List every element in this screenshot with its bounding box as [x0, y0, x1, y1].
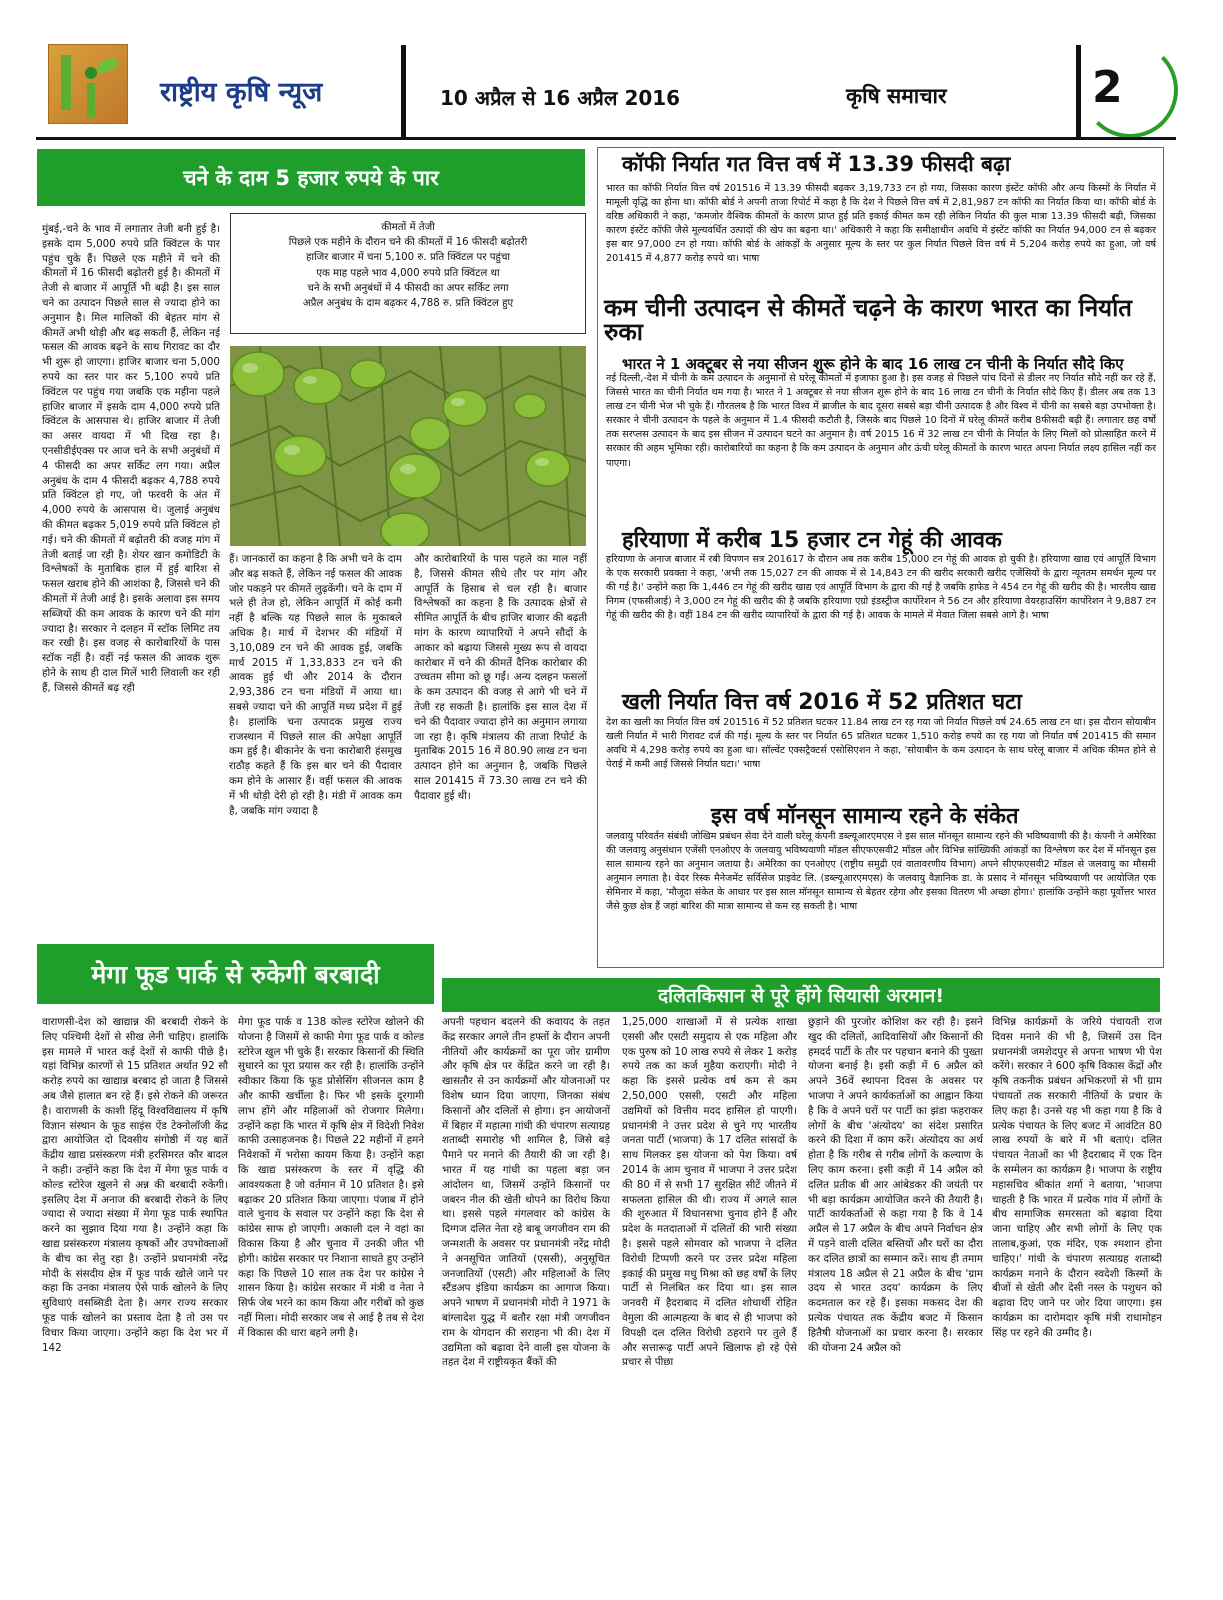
masthead-title: राष्ट्रीय कृषि न्यूज: [160, 77, 323, 108]
oilcake-body: देश का खली का निर्यात वित्त वर्ष 201516 में 52 प्रतिशत घटकर 11.84 लाख टन रह गया जो निर्यात पिछले वर्ष 24.65 लाख टन था। इस दौरान सोयाबीन खली निर्यात में भारी गिरावट दर्ज की गई। मूल्य के स्तर पर निर्यात 65 प्रतिशत घटकर 1,510 करोड़ रुपये का रह गया जो निर्यात वर्ष 201415 की समान अवधि में 4,298 करोड़ रुपये का हुआ था। सॉल्वेंट एक्सट्रैक्टर्स एसोसिएशन ने कहा, 'सोयाबीन के कम उत्पादन के साथ घरेलू बाजार में अधिक कीमत होने से पेराई में कमी आई जिससे निर्यात घटा।' भाषा: [606, 717, 1156, 771]
monsoon-headline: इस वर्ष मॉनसून सामान्य रहने के संकेत: [711, 804, 1019, 829]
mega-column-1: वाराणसी-देश को खाद्यान्न की बरबादी रोकने के लिए पश्चिमी देशों से सीख लेनी चाहिए। हालांकि इस मामले में भारत कई देशों से काफी पीछे है। यहां विभिन्न कारणों से 15 प्रतिशत अर्थात 92 सौ करोड़ रुपये का खाद्यान्न बरबाद हो जाता है जिससे अब जैसे हालात बन रहे हैं। इसे रोकने की जरूरत है। वाराणसी के काशी हिंदू विश्वविद्यालय में कृषि विज्ञान संस्थान के फूड साइंस ऐंड टेक्नोलॉजी केंद्र द्वारा आयोजित दो दिवसीय संगोष्ठी में यह बातें केंद्रीय खाद्य प्रसंस्करण मंत्री हरसिमरत कौर बादल ने कही। उन्होंने कहा कि देश में मेगा फूड पार्क व कोल्ड स्टोरेज खुलने से अन्न की बरबादी रुकेगी। इसलिए देश में अनाज की बरबादी रोकने के लिए ज्यादा से ज्यादा संख्या में मेगा फूड पार्क स्थापित करने का सुझाव दिया गया है। उन्होंने कहा कि खाद्य प्रसंस्करण मंत्रालय कृषकों और उपभोक्ताओं के बीच का सेतु रहा है। उन्होंने प्रधानमंत्री नरेंद्र मोदी के संसदीय क्षेत्र में फूड पार्क खोले जाने पर कहा कि उनका मंत्रालय ऐसे पार्क खोलने के लिए सुविधाएं वसब्सिडी देता है। अगर राज्य सरकार फूड पार्क खोलने का प्रस्ताव देता है तो उस पर विचार किया जाएगा। उन्होंने कहा कि देश भर में 142: [42, 1016, 228, 1354]
sugar-headline: कम चीनी उत्पादन से कीमतें चढ़ने के कारण भारत का निर्यात रुका: [604, 294, 1132, 346]
coffee-headline: कॉफी निर्यात गत वित्त वर्ष में 13.39 फीसदी बढ़ा: [622, 152, 1011, 176]
highlight-line: पिछले एक महीने के दौरान चने की कीमतों में 16 फीसदी बढ़ोतरी: [288, 237, 528, 249]
newspaper-logo: [48, 44, 128, 124]
header-divider: [1076, 45, 1081, 137]
wheat-headline: हरियाणा में करीब 15 हजार टन गेहूं की आवक: [622, 528, 1002, 553]
wheat-body: हरियाणा के अनाज बाजार में रबी विपणन सत्र 201617 के दौरान अब तक करीब 15,000 टन गेहूं की आवक हो चुकी है। हरियाणा खाद्य एवं आपूर्ति विभाग के एक सरकारी प्रवक्ता ने कहा, 'अभी तक 15,027 टन की आवक में से 14,843 टन की खरीद सरकारी खरीद एजेंसियों के द्वारा न्यूनतम समर्थन मूल्य पर की गई है।' उन्होंने कहा कि 1,446 टन गेहूं की खरीद खाद्य एवं आपूर्ति विभाग के द्वारा की गई है जबकि हाफेड ने 454 टन गेहूं की खरीद की है। भारतीय खाद्य निगम (एफसीआई) ने 3,000 टन गेहूं की खरीद की है जबकि हरियाणा एग्रो इंडस्ट्रीज कार्पोरेशन ने 56 टन और हरियाणा वेयरहाउसिंग कार्पोरेशन ने 9,887 टन गेहूं की खरीद की है। वहीं 184 टन की खरीद व्यापारियों के द्वारा की गई है। आवक के मामले में मेवात जिला सबसे आगे है। भाषा: [606, 554, 1156, 622]
sugar-subheadline: भारत ने 1 अक्टूबर से नया सीजन शुरू होने के बाद 16 लाख टन चीनी के निर्यात सौदे किए: [622, 355, 1124, 373]
section-title: कृषि समाचार: [846, 84, 947, 108]
dalit-kisan-headline: दलितकिसान से पूरे होंगे सियासी अरमान!: [442, 978, 1160, 1012]
oilcake-headline: खली निर्यात वित्त वर्ष 2016 में 52 प्रतिशत घटा: [622, 690, 1022, 715]
header-rule: [36, 137, 1176, 140]
coffee-body: भारत का कॉफी निर्यात वित्त वर्ष 201516 में 13.39 फीसदी बढ़कर 3,19,733 टन हो गया, जिसका कारण इंस्टेंट कॉफी और अन्य किस्मों के निर्यात में मामूली वृद्धि का होना था। कॉफी बोर्ड ने अपनी ताजा रिपोर्ट में कहा है कि देश ने पिछले वित्त वर्ष में 2,81,987 टन कॉफी का निर्यात किया था। कॉफी बोर्ड के वरिष्ठ अधिकारी ने कहा, 'कमजोर वैश्विक कीमतों के कारण प्राप्त हुई प्रति इकाई कीमत कम रही लेकिन निर्यात की कुल मात्रा 13.39 फीसदी बढ़ी, जिसका कारण इंस्टेंट कॉफी जैसे मूल्यवर्धित उत्पादों की खेप का बढ़ना था।' अधिकारी ने कहा कि समीक्षाधीन अवधि में इंस्टेंट कॉफी का निर्यात 94,000 टन से बढ़कर इस बार 97,000 टन हो गया। कॉफी बोर्ड के आंकड़ों के अनुसार मूल्य के स्तर पर कुल निर्यात पिछले वित्त वर्ष में 5,204 करोड़ रुपये का हुआ, जो वर्ष 201415 में 4,877 करोड़ रुपये था। भाषा: [606, 183, 1156, 265]
page-number: 2: [1092, 62, 1123, 113]
chana-column-2: हैं। जानकारों का कहना है कि अभी चने के दाम और बढ़ सकते हैं, लेकिन नई फसल की आवक जोर पकड़ने पर कीमतें लुढ़केंगी। चने के दाम में भले ही तेज हो, लेकिन आपूर्ति में कोई कमी नहीं है बल्कि यह पिछले साल के मुकाबले अधिक है। मार्च में देशभर की मंडियों में 3,10,089 टन चने की आवक हुई, जबकि मार्च 2015 में 1,33,833 टन चने की आवक हुई थी और 2014 के दौरान 2,93,386 टन चना मंडियों में आया था। सबसे ज्यादा चने की आपूर्ति मध्य प्रदेश में हुई है। हालांकि चना उत्पादक प्रमुख राज्य राजस्थान में पिछले साल की अपेक्षा आपूर्ति कम हुई है। बीकानेर के चना कारोबारी हंसमुख राठौड़ कहते हैं कि इस बार चने की पैदावार कम होने के आसार हैं। वहीं फसल की आवक में भी थोड़ी देरी हो रही है। मंडी में आवक कम है, जबकि मांग ज्यादा है: [229, 553, 402, 817]
monsoon-body: जलवायु परिवर्तन संबंधी जोखिम प्रबंधन सेवा देने वाली घरेलू कंपनी डब्ल्यूआरएमएस ने इस साल मॉनसून सामान्य रहने की भविष्यवाणी की है। कंपनी ने अमेरिका की जलवायु अनुसंधान एजेंसी एनओएए के जलवायु भविष्यवाणी मॉडल सीएफएसवी2 मॉडल और विभिन्न सांख्यिकी आंकड़ों का विश्लेषण कर देश में मॉनसून इस साल सामान्य रहने का अनुमान जताया है। अमेरिका का एनओएए (राष्ट्रीय समुद्री एवं वातावरणीय विभाग) अपने सीएफएसवी2 मॉडल से जलवायु का मौसमी अनुमान लगाता है। वेदर रिस्क मैनेजमेंट सर्विसेज प्राइवेट लि. (डब्ल्यूआरएमएस) के जलवायु वैज्ञानिक डा. के प्रसाद ने मॉनसून भविष्यवाणी पर आयोजित एक सेमिनार में कहा, 'मौजूदा संकेत के आधार पर इस साल मॉनसून सामान्य से बेहतर रहेगा और इसका वितरण भी अच्छा होगा।' हालांकि उन्होंने कहा पूर्वोत्तर भारत जैसे कुछ क्षेत्र हैं जहां बारिश की मात्रा सामान्य से कम रह सकती है। भाषा: [606, 831, 1156, 913]
dalit-column-4: विभिन्न कार्यक्रमों के जरिये पंचायती राज दिवस मनाने की भी है, जिसमें उस दिन प्रधानमंत्री जमशेदपुर से अपना भाषण भी पेश करेंगे। सरकार ने 600 कृषि विकास केंद्रों और कृषि तकनीक प्रबंधन अभिकरणों से भी ग्राम पंचायतों तक सरकारी नीतियों के प्रचार के लिए कहा है। उनसे यह भी कहा गया है कि वे प्रत्येक पंचायत के लिए बजट में आवंटित 80 लाख रुपयों के बारे में भी बताएं। दलित पंचायत नेताओं का भी हैदराबाद में एक दिन के सम्मेलन का कार्यक्रम है। भाजपा के राष्ट्रीय महासचिव श्रीकांत शर्मा ने बताया, 'भाजपा चाहती है कि भारत में प्रत्येक गांव में लोगों के बीच सामाजिक समरसता को बढ़ावा दिया जाना चाहिए और सभी लोगों के लिए एक तालाब,कुआं, एक मंदिर, एक श्मशान होना चाहिए।' गांधी के चंपारण सत्याग्रह शताब्दी कार्यक्रम मनाने के दौरान स्वदेशी किस्मों के बीजों से खेती और देसी नस्ल के पशुधन को बढ़ावा दिए जाने पर जोर दिया जाएगा। इस कार्यक्रम का दारोमदार कृषि मंत्री राधामोहन सिंह पर रहने की उम्मीद है।: [992, 1016, 1162, 1339]
dalit-column-2: 1,25,000 शाखाओं में से प्रत्येक शाखा एससी और एसटी समुदाय से एक महिला और एक पुरुष को 10 लाख रुपये से लेकर 1 करोड़ रुपये तक का कर्ज मुहैया कराएगी। मोदी ने कहा कि इससे प्रत्येक वर्ष कम से कम 2,50,000 एससी, एसटी और महिला उद्यमियों को वित्तीय मदद हासिल हो पाएगी। प्रधानमंत्री ने उत्तर प्रदेश से चुने गए भारतीय जनता पार्टी (भाजपा) के 17 दलित सांसदों के साथ मिलकर इस योजना को पेश किया। वर्ष 2014 के आम चुनाव में भाजपा ने उत्तर प्रदेश की 80 में से सभी 17 सुरक्षित सीटें जीतने में सफलता हासिल की थी। राज्य में अगले साल की शुरुआत में विधानसभा चुनाव होने हैं और प्रदेश के मतदाताओं में दलितों की भारी संख्या है। इससे पहले सोमवार को भाजपा ने दलित विरोधी टिप्पणी करने पर उत्तर प्रदेश महिला इकाई की प्रमुख मधु मिश्रा को छह वर्षों के लिए पार्टी से निलंबित कर दिया था। इस साल जनवरी में हैदराबाद में दलित शोधार्थी रोहित वेमुला की आत्महत्या के बाद से ही भाजपा को विपक्षी दल दलित विरोधी ठहराने पर तुले हैं और सत्तारूढ़ पार्टी अपने खिलाफ हो रहे ऐसे प्रचार से पीछा: [622, 1016, 797, 1369]
chana-column-1: मुंबई,-चने के भाव में लगातार तेजी बनी हुई है। इसके दाम 5,000 रुपये प्रति क्विंटल के पार पहुंच चुके हैं। पिछले एक महीने में चने की कीमतों में 16 फीसदी बढ़ोतरी हुई है। कीमतों में तेजी से बाजार में आपूर्ति भी बढ़ी है। इस साल चने का उत्पादन पिछले साल से ज्यादा होने का अनुमान है। मिल मालिकों की बेहतर मांग से कीमतें अभी थोड़ी और बढ़ सकती हैं, लेकिन नई फसल की आवक बढ़ने के साथ गिरावट का दौर भी शुरू हो जाएगा। हाजिर बाजार चना 5,000 रुपये का स्तर पार कर 5,100 रुपये प्रति क्विंटल पर पहुंच गया जबकि एक महीना पहले हाजिर बाजार में इसके दाम 4,000 रुपये प्रति क्विंटल के आसपास थे। हाजिर बाजार में तेजी का असर वायदा में भी दिख रहा है। एनसीडीईएक्स पर आज चने के सभी अनुबंधों में 4 फीसदी का अपर सर्किट लग गया। अप्रैल अनुबंध के दाम 4 फीसदी बढ़कर 4,788 रुपये प्रति क्विंटल हो गए, जो फरवरी के अंत में 4,000 रुपये के आसपास थे। जुलाई अनुबंध की कीमत बढ़कर 5,019 रुपये प्रति क्विंटल हो गई। चने की कीमतों में बढ़ोतरी की वजह मांग में तेजी बताई जा रही है। शेयर खान कमोडिटी के विश्लेषकों के मुताबिक हाल में हुई बारिश से फसल खराब होने की आशंका है, जिससे चने की कीमतों में तेजी आई है। इसके अलावा इस समय सब्जियों की कम आवक के कारण चने की मांग ज्यादा है। सरकार ने दलहन में स्टॉक लिमिट तय कर रखी है। इस वजह से कारोबारियों के पास स्टॉक नहीं है। वहीं नई फसल की आवक शुरू होने के साथ ही दाल मिलें भारी लिवाली कर रही हैं, जिससे कीमतें बढ़ रही: [42, 223, 220, 694]
highlight-line: चने के सभी अनुबंधों में 4 फीसदी का अपर सर्किट लगा: [307, 282, 509, 294]
highlight-line: कीमतों में तेजी: [381, 222, 435, 233]
sugar-body: नई दिल्ली,-देश में चीनी के कम उत्पादन के अनुमानों से घरेलू कीमतों में इजाफा हुआ है। इस वजह से पिछले पांच दिनों से डीलर नए निर्यात सौदे नहीं कर रहे हैं, जिससे भारत का चीनी निर्यात थम गया है। भारत ने 1 अक्टूबर से नया सीजन शुरू होने के बाद 16 लाख टन चीनी के निर्यात सौदे किए हैं। डीलर अब तक 13 लाख टन चीनी भेज भी चुके हैं। गौरतलब है कि भारत विश्व में ब्राजील के बाद दूसरा सबसे बड़ा चीनी उत्पादक है और विश्व में चीनी का सबसे बड़ा उपभोक्ता है। सरकार ने चीनी उत्पादन के पहले के अनुमान में 1.4 फीसदी कटौती है, जिसके बाद पिछले 10 दिनों में घरेलू कीमतें करीब 8फीसदी बढ़ी हैं। लगातार छह वर्षों तक सरप्लस उत्पादन के बाद इस सीजन में उत्पादन घटने का अनुमान है। वर्ष 2015 16 में 32 लाख टन चीनी के निर्यात के लिए मिलों को प्रोत्साहित करने में सरकार की अहम भूमिका रही। कारोबारियों का कहना है कि कम उत्पादन के अनुमान और ऊंची घरेलू कीमतों के कारण भारत अपना निर्यात लक्ष्य हासिल नहीं कर पाएगा।: [606, 373, 1156, 469]
highlight-line: एक माह पहले भाव 4,000 रुपये प्रति क्विंटल था: [316, 267, 500, 279]
header-divider: [401, 45, 406, 137]
dalit-column-3: छुड़ाने की पुरजोर कोशिश कर रही है। इसने खुद की दलितों, आदिवासियों और किसानों की हमदर्द पार्टी के तौर पर पहचान बनाने की पुख्ता योजना बनाई है। इसी कड़ी में 6 अप्रैल को अपने 36वें स्थापना दिवस के अवसर पर भाजपा ने अपने कार्यकर्ताओं का आह्वान किया है कि वे अपने घरों पर पार्टी का झंडा फहराकर लोगों के बीच 'अंत्योदय' का संदेश प्रसारित करने की दिशा में काम करें। अंत्योदय का अर्थ होता है कि गरीब से गरीब लोगों के कल्याण के लिए काम करना। इसी कड़ी में 14 अप्रैल को दलित प्रतीक बी आर आंबेडकर की जयंती पर भी बड़ा कार्यक्रम आयोजित करने की तैयारी है। पार्टी कार्यकर्ताओं से कहा गया है कि वे 14 अप्रैल से 17 अप्रैल के बीच अपने निर्वाचन क्षेत्र में पड़ने वाली दलित बस्तियों और घरों का दौरा कर दलित छात्रों का सम्मान करें। साथ ही तमाम मंत्रालय 18 अप्रैल से 21 अप्रैल के बीच 'ग्राम उदय से भारत उदय' कार्यक्रम के लिए कदमताल कर रहे हैं। इसका मकसद देश की प्रत्येक पंचायत तक केंद्रीय बजट में किसान हितैषी योजनाओं का प्रचार करना है। सरकार की योजना 24 अप्रैल को: [808, 1016, 983, 1354]
chana-headline: चने के दाम 5 हजार रुपये के पार: [37, 149, 585, 206]
highlight-line: हाजिर बाजार में चना 5,100 रु. प्रति क्विंटल पर पहुंचा: [305, 252, 511, 264]
issue-dates: 10 अप्रैल से 16 अप्रैल 2016: [440, 86, 681, 110]
chana-column-3: और कारोबारियों के पास पहले का माल नहीं है, जिससे कीमत सीधे तौर पर मांग और आपूर्ति के हिसाब से चल रही है। बाजार विश्लेषकों का कहना है कि उत्पादक क्षेत्रों से सीमित आपूर्ति के बीच हाजिर बाजार की बढ़ती मांग के कारण व्यापारियों ने अपने सौदों के आकार को बढ़ाया जिससे मुख्य रूप से वायदा कारोबार में चने की कीमतें दैनिक कारोबार की उच्चतम सीमा को छू गईं। अन्य दलहन फसलों के कम उत्पादन की वजह से आगे भी चने में तेजी रह सकती है। हालांकि इस साल देश में चने की पैदावार ज्यादा होने का अनुमान लगाया जा रहा है। कृषि मंत्रालय की ताजा रिपोर्ट के मुताबिक 2015 16 में 80.90 लाख टन चना उत्पादन होने का अनुमान है, जबकि पिछले साल 201415 में 73.30 लाख टन चने की पैदावार हुई थी।: [414, 553, 587, 802]
highlight-line: अप्रैल अनुबंध के दाम बढ़कर 4,788 रु. प्रति क्विंटल हुए: [302, 298, 514, 310]
mega-food-park-headline: मेगा फूड पार्क से रुकेगी बरबादी: [37, 944, 434, 1004]
chana-highlights-box: [230, 213, 586, 334]
dalit-column-1: अपनी पहचान बदलने की कवायद के तहत केंद्र सरकार अगले तीन हफ्तों के दौरान अपनी नीतियों और कार्यक्रमों का पूरा जोर ग्रामीण और कृषि क्षेत्र पर केंद्रित करने जा रही है। खासतौर से उन कार्यक्रमों और योजनाओं पर विशेष ध्यान दिया जाएगा, जिनका संबंध किसानों और दलितों से होगा। इन आयोजनों में बिहार में महात्मा गांधी की चंपारण सत्याग्रह शताब्दी समारोह भी शामिल है, जिसे बड़े पैमाने पर मनाने की तैयारी की जा रही है। भारत में यह गांधी का पहला बड़ा जन आंदोलन था, जिसमें उन्होंने किसानों पर जबरन नील की खेती थोपने का विरोध किया था। इससे पहले मंगलवार को कांग्रेस के दिग्गज दलित नेता रहे बाबू जगजीवन राम की जन्मशती के अवसर पर प्रधानमंत्री नरेंद्र मोदी ने अनसूचित जातियों (एससी), अनुसूचित जनजातियों (एसटी) और महिलाओं के लिए स्टैंडअप इंडिया कार्यक्रम का आगाज किया। अपने भाषण में प्रधानमंत्री मोदी ने 1971 के बांग्लादेश युद्ध में बतौर रक्षा मंत्री जगजीवन राम के योगदान की सराहना भी की। देश में उद्यमिता को बढ़ावा देने वाली इस योजना के तहत देश में राष्ट्रीयकृत बैंकों की: [442, 1016, 610, 1369]
mega-column-2: मेगा फूड पार्क व 138 कोल्ड स्टोरेज खोलने की योजना है जिसमें से काफी मेगा फूड पार्क व कोल्ड स्टोरेज खुल भी चुके हैं। सरकार किसानों की स्थिति सुधारने का पूरा प्रयास कर रही है। हालांकि उन्होंने स्वीकार किया कि फूड प्रोसेसिंग सीजनल काम है और काफी खर्चीला है। फिर भी इसके दूरगामी लाभ होंगे और महिलाओं को रोजगार मिलेगा। उन्होंने कहा कि भारत में कृषि क्षेत्र में विदेशी निवेश काफी उत्साहजनक है। पिछले 22 महीनों में हमने निवेशकों में भरोसा कायम किया है। उन्होंने कहा कि खाद्य प्रसंस्करण के स्तर में वृद्धि की आवश्यकता है जो वर्तमान में 10 प्रतिशत है। इसे बढ़ाकर 20 प्रतिशत किया जाएगा। पंजाब में होने वाले चुनाव के सवाल पर उन्होंने कहा कि देश से कांग्रेस साफ हो जाएगी। अकाली दल ने वहां का विकास किया है और चुनाव में उनकी जीत भी होगी। कांग्रेस सरकार पर निशाना साधते हुए उन्होंने कहा कि पिछले 10 साल तक देश पर कांग्रेस ने शासन किया है। कांग्रेस सरकार में मंत्री व नेता ने सिर्फ जेब भरने का काम किया और गरीबों को कुछ नहीं मिला। मोदी सरकार जब से आई है तब से देश में विकास की धारा बहने लगी है।: [238, 1016, 424, 1339]
chickpea-photo: [230, 346, 586, 546]
